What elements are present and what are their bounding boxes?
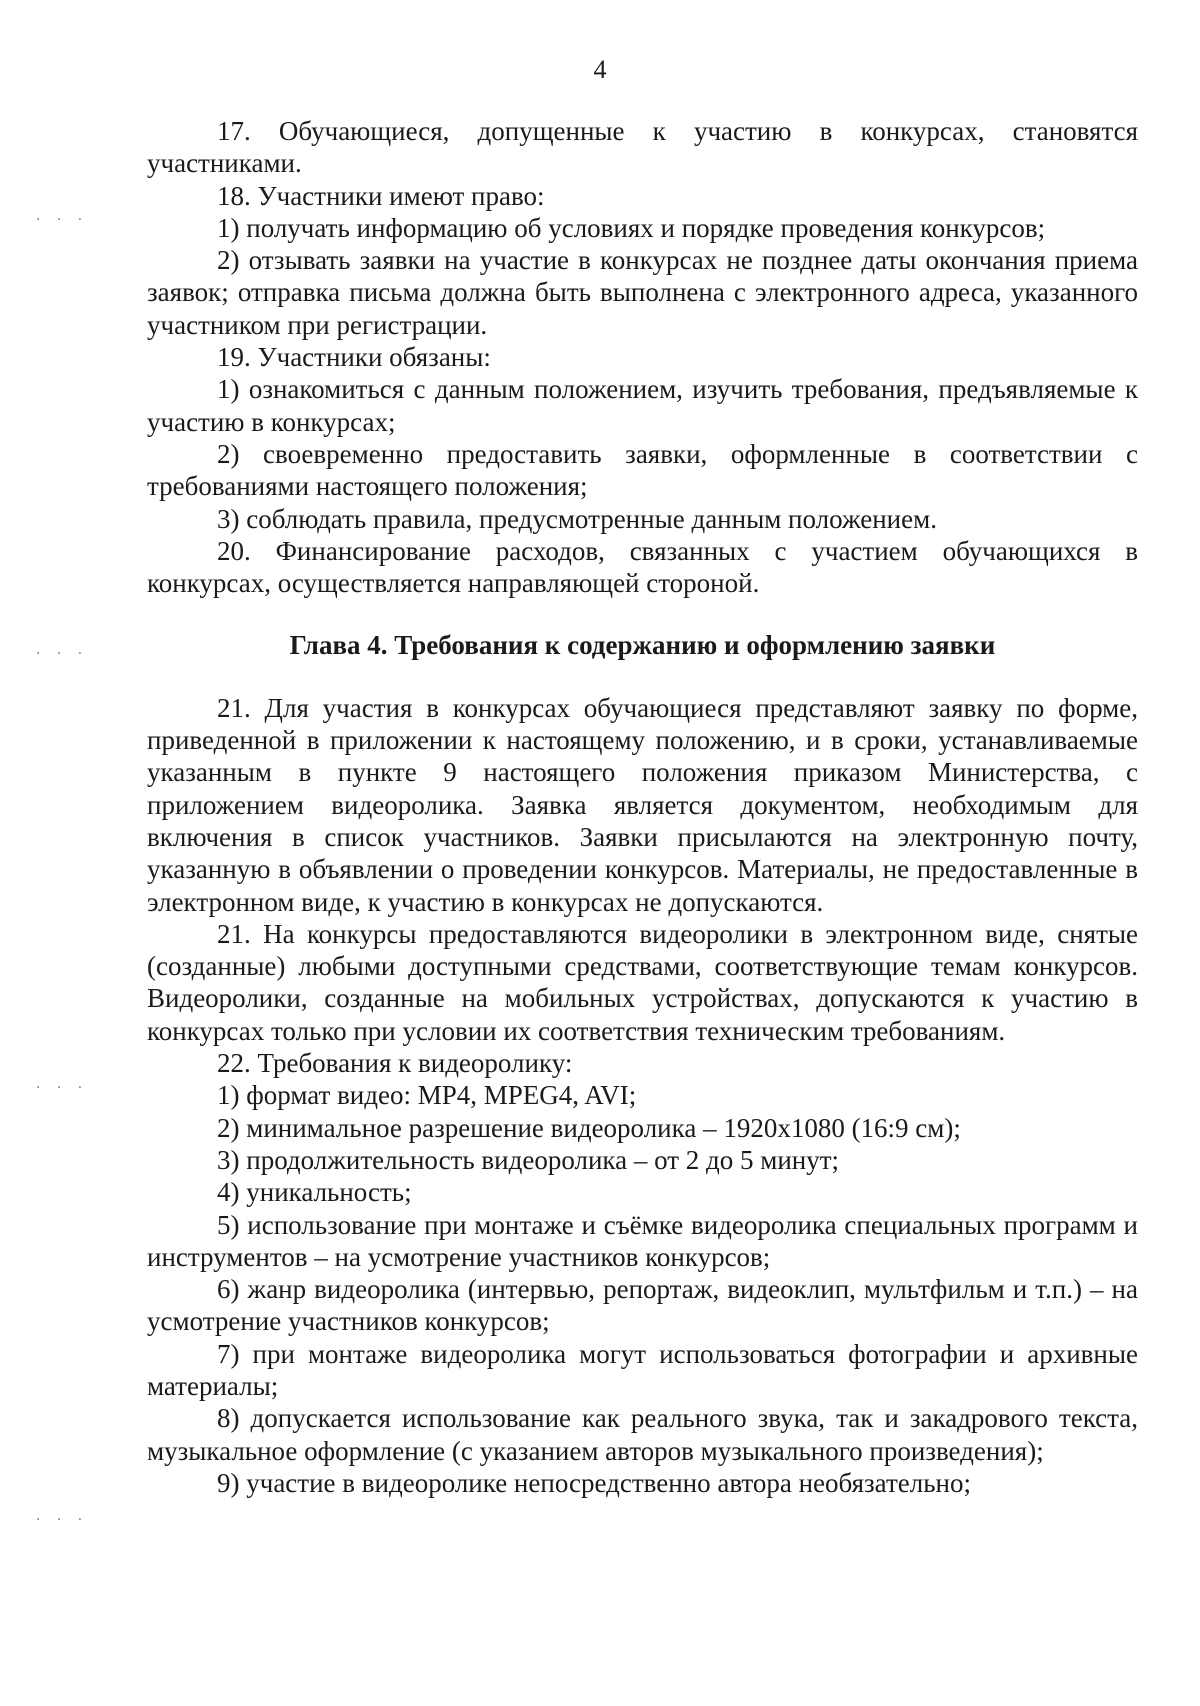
paragraph-18: 18. Участники имеют право: <box>217 180 545 211</box>
scan-artifact: · · · <box>36 646 89 662</box>
paragraph-18-item-2: 2) отзывать заявки на участие в конкурсах не позднее даты окончания приема заявок; отправка письма должна быть выполнена с электронного адреса, указанного участником при регистрации. <box>147 245 1138 340</box>
paragraph-22-item-6: 6) жанр видеоролика (интервью, репортаж, видеоклип, мультфильм и т.п.) – на усмотрение участников конкурсов; <box>147 1274 1138 1337</box>
paragraph-22-item-5: 5) использование при монтаже и съёмке видеоролика специальных программ и инструментов – на усмотрение участников конкурсов; <box>147 1209 1138 1272</box>
paragraph-19-item-1: 1) ознакомиться с данным положением, изучить требования, предъявляемые к участию в конкурсах; <box>147 374 1138 437</box>
paragraph-20: 20. Финансирование расходов, связанных с участием обучающихся в конкурсах, осуществляется направляющей стороной. <box>147 535 1138 599</box>
chapter-4-heading: Глава 4. Требования к содержанию и оформлению заявки <box>289 630 996 661</box>
paragraph-22-item-1: 1) формат видео: MP4, MPEG4, AVI; <box>217 1080 637 1111</box>
paragraph-22-item-3: 3) продолжительность видеоролика – от 2 до 5 минут; <box>217 1144 840 1175</box>
paragraph-22-item-8: 8) допускается использование как реального звука, так и закадрового текста, музыкальное оформление (с указанием авторов музыкального произведения); <box>147 1403 1138 1466</box>
paragraph-17: 17. Обучающиеся, допущенные к участию в конкурсах, становятся участниками. <box>147 116 1138 179</box>
paragraph-22-item-2: 2) минимальное разрешение видеоролика – 1920x1080 (16:9 см); <box>217 1112 961 1143</box>
paragraph-19: 19. Участники обязаны: <box>217 342 491 373</box>
paragraph-21-videos: 21. На конкурсы предоставляются видеоролики в электронном виде, снятые (созданные) любыми доступными средствами, соответствующие темам конкурсов. Видеоролики, созданные на мобильных устройствах, допускаются к участию в конкурсах только при условии их соответствия техническим требованиям. <box>147 918 1138 1046</box>
scan-artifact: · · · <box>36 1080 89 1096</box>
scan-artifact: · · · <box>36 1512 89 1528</box>
paragraph-19-item-2: 2) своевременно предоставить заявки, оформленные в соответствии с требованиями настоящего положения; <box>147 438 1138 502</box>
page-number: 4 <box>593 55 607 84</box>
paragraph-22: 22. Требования к видеоролику: <box>217 1048 573 1079</box>
document-body <box>147 115 1138 1499</box>
paragraph-19-item-3: 3) соблюдать правила, предусмотренные данным положением. <box>217 503 937 534</box>
paragraph-18-item-1: 1) получать информацию об условиях и порядке проведения конкурсов; <box>217 212 1046 243</box>
paragraph-22-item-4: 4) уникальность; <box>217 1177 412 1208</box>
paragraph-21-application: 21. Для участия в конкурсах обучающиеся представляют заявку по форме, приведенной в приложении к настоящему положению, и в сроки, устанавливаемые указанным в пункте 9 настоящего положения приказом Министерства, с приложением видеоролика. Заявка является документом, необходимым для включения в список участников. Заявки присылаются на электронную почту, указанную в объявлении о проведении конкурсов. Материалы, не предоставленные в электронном виде, к участию в конкурсах не допускаются. <box>147 692 1138 917</box>
paragraph-22-item-9: 9) участие в видеоролике непосредственно автора необязательно; <box>217 1467 971 1498</box>
paragraph-22-item-7: 7) при монтаже видеоролика могут использоваться фотографии и архивные материалы; <box>147 1338 1138 1401</box>
scan-artifact: · · · <box>36 212 89 228</box>
